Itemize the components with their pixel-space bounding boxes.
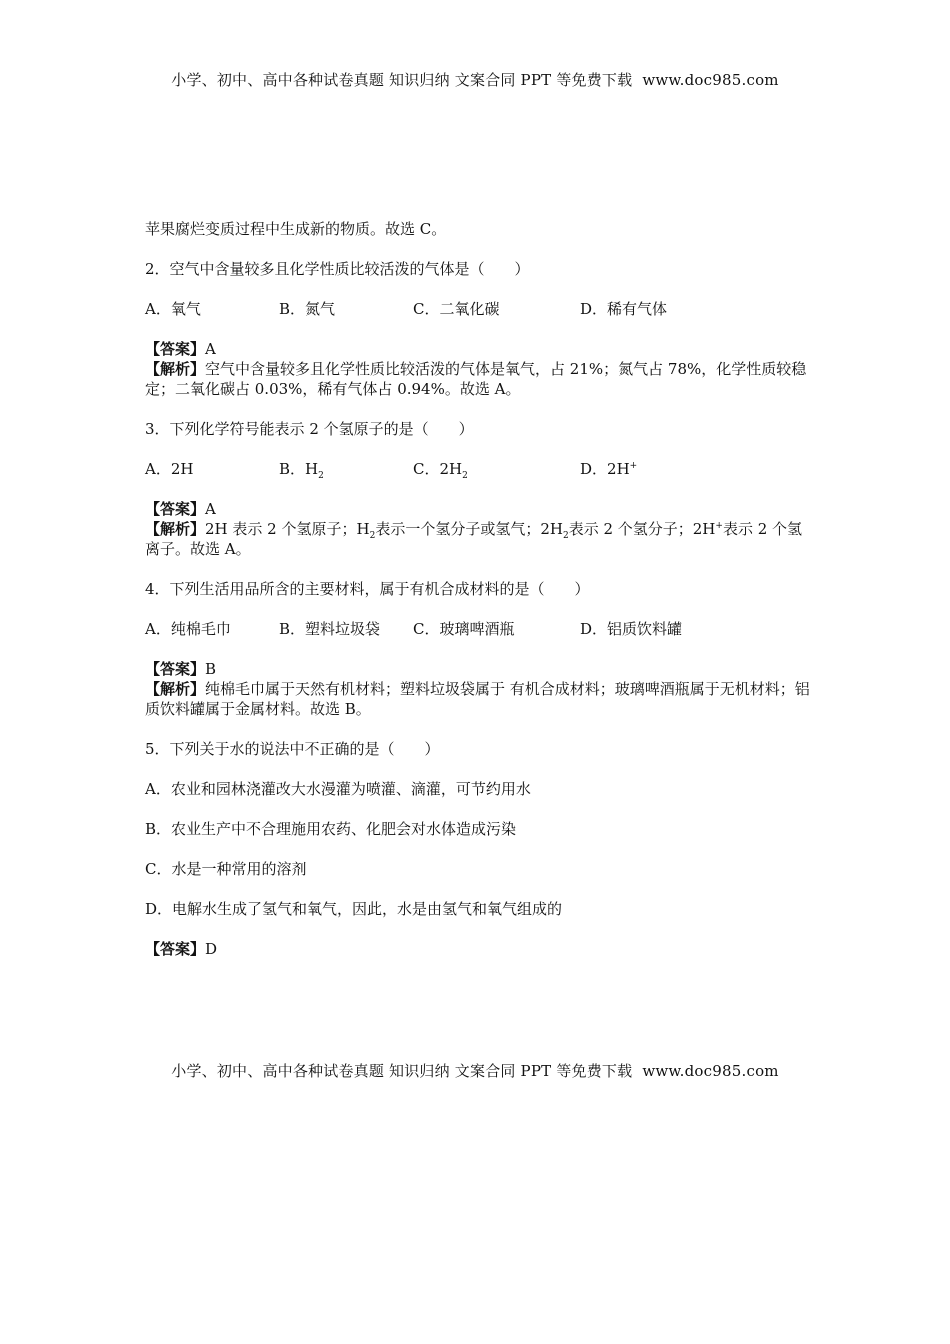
q4-option-c: C．玻璃啤酒瓶 — [413, 620, 515, 638]
q4-options — [145, 619, 815, 639]
analysis-label: 【解析】 — [145, 360, 206, 378]
q3-answer-value: A — [205, 500, 216, 518]
q3-analysis: 【解析】2H 表示 2 个氢原子；$H_2$表示一个氢分子或氢气；$2H_2$表示 2 个氢分子；2H+表示 2 个氢离子。故选 A。 — [145, 520, 803, 558]
q4-analysis-text: 纯棉毛巾属于天然有机材料；塑料垃圾袋属于 有机合成材料；玻璃啤酒瓶属于无机材料；铝质饮料罐属于金属材料。故选 B。 — [145, 680, 810, 718]
q5-option-a: A．农业和园林浇灌改大水漫灌为喷灌、滴灌，可节约用水 — [145, 780, 531, 798]
q5-answer — [145, 939, 815, 959]
answer-label: 【答案】 — [145, 340, 206, 358]
q5-answer-value: D — [205, 940, 218, 958]
answer-label: 【答案】 — [145, 940, 206, 958]
answer-label: 【答案】 — [145, 500, 206, 518]
q3-option-c: C．$2H_2$ — [413, 460, 468, 481]
intro-line: 苹果腐烂变质过程中生成新的物质。故选 C。 — [145, 220, 447, 238]
q5-option-d: D．电解水生成了氢气和氧气，因此，水是由氢气和氧气组成的 — [145, 900, 563, 918]
q3-option-b: B．$H_2$ — [279, 460, 324, 481]
q2-answer — [145, 339, 815, 359]
q2-option-d: D．稀有气体 — [580, 300, 668, 318]
q4-stem: 4．下列生活用品所含的主要材料，属于有机合成材料的是（ ） — [145, 580, 590, 598]
page-footer — [0, 1060, 950, 1081]
q2-analysis — [145, 359, 815, 399]
analysis-label: 【解析】 — [145, 520, 206, 538]
q5-stem: 5．下列关于水的说法中不正确的是（ ） — [145, 740, 440, 758]
q2-option-b: B．氮气 — [279, 300, 336, 318]
header-text: 小学、初中、高中各种试卷真题 知识归纳 文案合同 PPT 等免费下载 — [171, 71, 633, 89]
footer-url: www.doc985.com — [642, 1062, 779, 1080]
q4-analysis — [145, 679, 815, 719]
q5-option-b: B．农业生产中不合理施用农药、化肥会对水体造成污染 — [145, 820, 517, 838]
q2-answer-value: A — [205, 340, 216, 358]
q3-options — [145, 459, 815, 479]
q2-analysis-text: 空气中含量较多且化学性质比较活泼的气体是氧气，占 21%；氮气占 78%，化学性质较稳定；二氧化碳占 0.03%，稀有气体占 0.94%。故选 A。 — [145, 360, 807, 398]
q2-option-c: C．二氧化碳 — [413, 300, 500, 318]
page-header — [0, 69, 950, 90]
q5-option-c: C．水是一种常用的溶剂 — [145, 860, 307, 878]
answer-label: 【答案】 — [145, 660, 206, 678]
header-url: www.doc985.com — [642, 71, 779, 89]
q3-answer — [145, 499, 815, 519]
q3-stem: 3．下列化学符号能表示 2 个氢原子的是（ ） — [145, 420, 474, 438]
q2-option-a: A．氧气 — [145, 300, 201, 318]
q4-option-b: B．塑料垃圾袋 — [279, 620, 381, 638]
q3-option-a: A．2H — [145, 460, 194, 478]
q4-option-d: D．铝质饮料罐 — [580, 620, 683, 638]
q3-option-d: D．2H+ — [580, 460, 638, 478]
q4-option-a: A．纯棉毛巾 — [145, 620, 231, 638]
q4-answer — [145, 659, 815, 679]
footer-text: 小学、初中、高中各种试卷真题 知识归纳 文案合同 PPT 等免费下载 — [171, 1062, 633, 1080]
document-body — [145, 219, 815, 959]
analysis-label: 【解析】 — [145, 680, 206, 698]
q4-answer-value: B — [205, 660, 217, 678]
q2-stem: 2．空气中含量较多且化学性质比较活泼的气体是（ ） — [145, 260, 530, 278]
q2-options — [145, 299, 815, 319]
